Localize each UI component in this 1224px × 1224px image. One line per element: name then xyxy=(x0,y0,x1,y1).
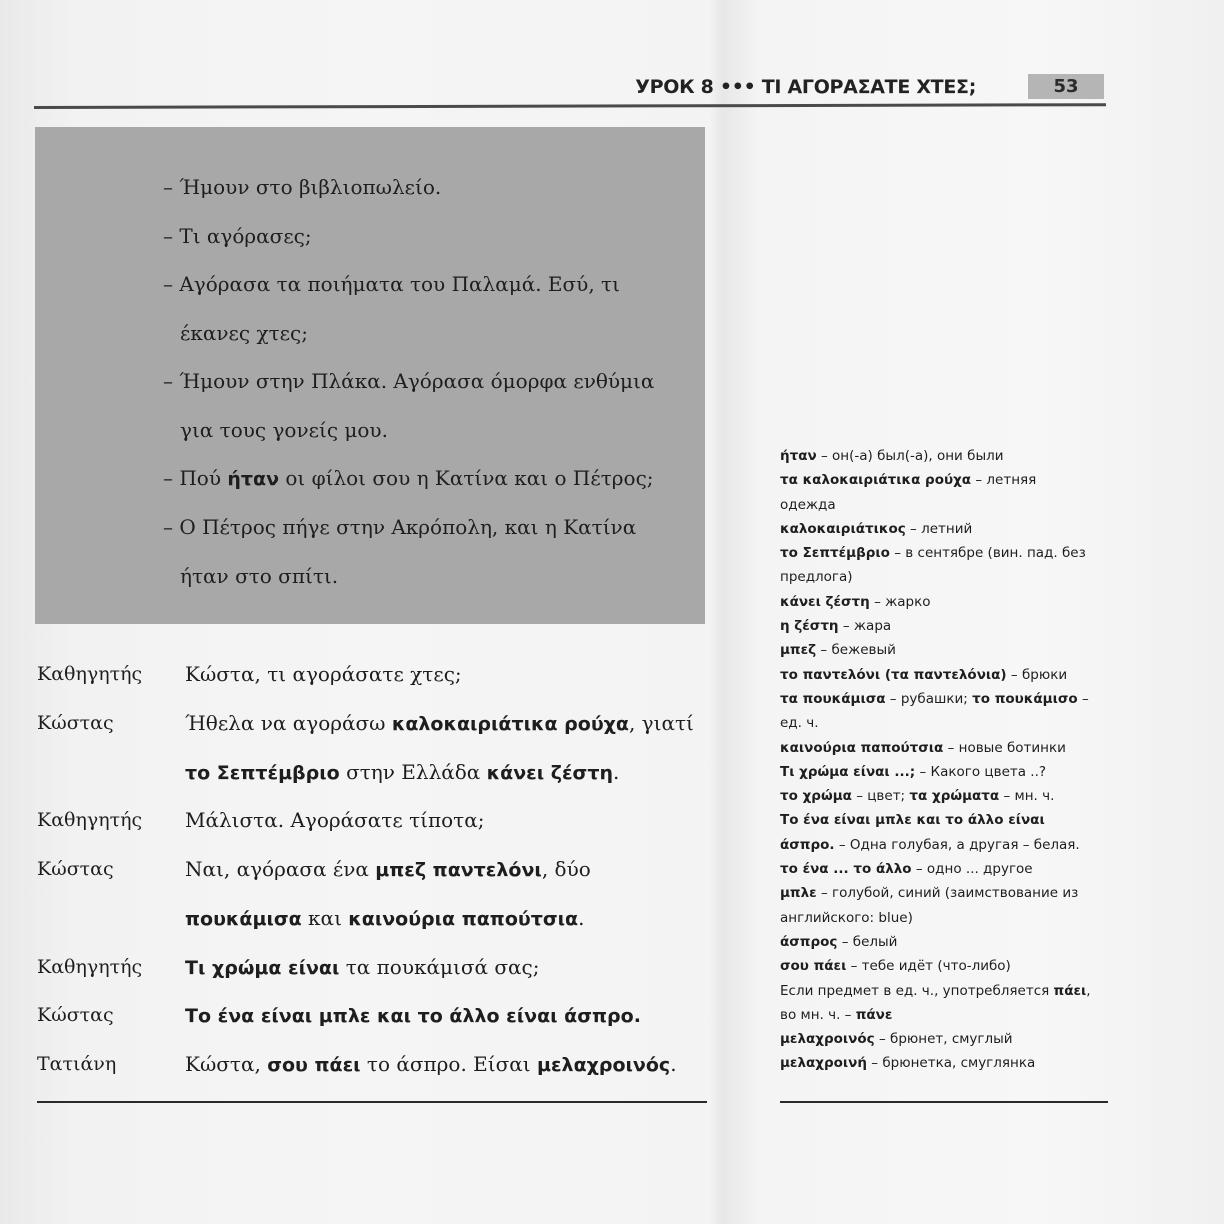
dialogue-text: . xyxy=(613,760,620,784)
box-line xyxy=(163,466,654,490)
vocab-term: Τι χρώμα είναι ...; xyxy=(780,763,916,780)
vocab-entry xyxy=(780,638,1110,662)
box-line: – Ο Πέτρος πήγε στην Ακρόπολη, και η Κατίνα xyxy=(163,515,637,539)
vocab-entry xyxy=(780,808,1110,832)
vocab-term: μελαχροινή xyxy=(780,1055,867,1072)
vocab-term: τα καλοκαιριάτικα ρούχα xyxy=(780,472,972,489)
dialogue-line xyxy=(185,711,694,735)
vocab-translation: – новые ботинки xyxy=(943,739,1066,756)
vocab-entry xyxy=(780,711,1110,735)
dialogue-line xyxy=(185,760,619,784)
vocab-term: πάνε xyxy=(855,1006,893,1023)
lesson-header-title: УРОК 8 ••• ΤΙ ΑΓΟΡΑΣΑΤΕ ΧΤΕΣ; xyxy=(635,76,976,98)
vocab-entry xyxy=(780,541,1110,565)
vocab-entry xyxy=(780,1027,1110,1051)
vocab-translation: во мн. ч. – xyxy=(780,1006,856,1023)
vocab-translation: – рубашки; xyxy=(885,690,973,707)
vocab-entry xyxy=(780,930,1110,954)
vocab-translation: – он(-а) был(-а), они были xyxy=(816,448,1004,464)
vocab-term: καλοκαιριάτικος xyxy=(780,520,906,537)
dialogue-keyword: το Σεπτέμβριο xyxy=(185,762,340,784)
dialogue-keyword: σου πάει xyxy=(267,1054,361,1076)
dialogue-text: στην Ελλάδα xyxy=(339,760,487,784)
dialogue-text: Κώστα, xyxy=(185,1052,268,1076)
dialogue-text: . xyxy=(670,1052,677,1076)
speaker-name: Κώστας xyxy=(37,712,114,734)
dialogue-line xyxy=(185,906,584,930)
dialogue-line xyxy=(185,1003,641,1027)
vocab-term: μελαχροινός xyxy=(780,1031,875,1048)
vocab-entry xyxy=(780,493,1110,517)
vocab-entry xyxy=(780,979,1110,1003)
dialogue-text: Ναι, αγόρασα ένα xyxy=(185,857,376,881)
vocab-translation: – Одна голубая, а другая – белая. xyxy=(834,836,1080,853)
vocab-entry xyxy=(780,687,1110,711)
vocab-translation: – жарко xyxy=(869,593,931,610)
speaker-name: Καθηγητής xyxy=(37,956,143,978)
box-line: – Αγόρασα τα ποιήματα του Παλαμά. Εσύ, τι xyxy=(163,272,620,296)
box-line: έκανες χτες; xyxy=(180,321,308,345)
dialogue-line xyxy=(185,1052,677,1076)
box-line: ήταν στο σπίτι. xyxy=(180,564,339,588)
dialogue-line xyxy=(185,857,591,881)
vocab-translation: – мн. ч. xyxy=(999,788,1055,805)
vocab-translation: – брюки xyxy=(1006,666,1068,683)
vocab-term: πάει xyxy=(1053,982,1087,999)
box-line-part: – Πού xyxy=(163,466,228,490)
vocab-translation: – голубой, синий (заимствование из xyxy=(816,885,1079,902)
dialogue-keyword: Το ένα είναι μπλε και το άλλο είναι άσπρο. xyxy=(185,1005,641,1027)
vocabulary-list xyxy=(780,444,1110,1076)
vocab-term: άσπρο. xyxy=(780,836,835,853)
vocab-term: το χρώμα xyxy=(780,788,852,805)
vocab-entry xyxy=(780,444,1110,468)
vocab-entry xyxy=(780,954,1110,978)
vocab-entry xyxy=(780,736,1110,760)
vocab-translation: – летний xyxy=(905,520,973,537)
box-line: – Τι αγόρασες; xyxy=(163,224,312,248)
vocab-translation: – цвет; xyxy=(851,788,910,805)
dialogue-text: , γιατί xyxy=(628,711,694,735)
dialogue-keyword: κάνει ζέστη xyxy=(486,762,613,784)
speaker-name: Τατιάνη xyxy=(37,1053,117,1075)
vocab-term: τα πουκάμισα xyxy=(780,690,886,707)
vocab-translation: – Какого цвета ..? xyxy=(915,763,1047,780)
bottom-rule-right xyxy=(780,1101,1108,1103)
vocab-entry xyxy=(780,517,1110,541)
dialogue-keyword: Τι χρώμα είναι xyxy=(185,957,340,979)
vocab-term: ήταν xyxy=(780,448,817,464)
vocab-entry xyxy=(780,1003,1110,1027)
box-line: – Ήμουν στο βιβλιοπωλείο. xyxy=(163,175,442,199)
box-line-keyword: ήταν xyxy=(227,468,280,490)
page-number: 53 xyxy=(1028,74,1104,99)
vocab-entry xyxy=(780,881,1110,905)
vocab-term: τα χρώματα xyxy=(909,788,1000,805)
bottom-rule-left xyxy=(37,1101,707,1103)
vocab-term: κάνει ζέστη xyxy=(780,593,870,610)
vocab-entry xyxy=(780,1051,1110,1075)
vocab-translation: одежда xyxy=(780,496,836,513)
vocab-translation: – белый xyxy=(837,933,898,950)
box-line: – Ήμουν στην Πλάκα. Αγόρασα όμορφα ενθύμια xyxy=(163,369,655,393)
vocab-translation: английского: blue) xyxy=(780,909,913,926)
vocab-entry xyxy=(780,906,1110,930)
vocab-entry xyxy=(780,468,1110,492)
vocab-entry xyxy=(780,760,1110,784)
box-line-part: οι φίλοι σου η Κατίνα και ο Πέτρος; xyxy=(279,466,654,490)
dialogue-text: . xyxy=(578,906,585,930)
vocab-term: μπεζ xyxy=(780,642,817,659)
vocab-entry xyxy=(780,857,1110,881)
vocab-translation: – xyxy=(1077,690,1089,707)
vocab-term: σου πάει xyxy=(780,958,847,975)
vocab-term: το πουκάμισο xyxy=(972,690,1078,707)
vocab-entry xyxy=(780,590,1110,614)
speaker-name: Καθηγητής xyxy=(37,663,143,685)
vocab-term: το παντελόνι (τα παντελόνια) xyxy=(780,666,1007,683)
vocab-entry xyxy=(780,663,1110,687)
vocab-translation: – одно ... другое xyxy=(911,861,1033,878)
dialogue-box xyxy=(35,127,705,624)
vocab-entry xyxy=(780,565,1110,589)
dialogue-text: τα πουκάμισά σας; xyxy=(339,955,540,979)
vocab-term: το ένα ... το άλλο xyxy=(780,861,912,878)
vocab-translation: – в сентябре (вин. пад. без xyxy=(889,545,1086,562)
dialogue-text: Μάλιστα. Αγοράσατε τίποτα; xyxy=(185,808,485,832)
dialogue-keyword: καλοκαιριάτικα ρούχα xyxy=(391,713,629,735)
vocab-translation: – брюнет, смуглый xyxy=(874,1031,1013,1048)
dialogue-line xyxy=(185,955,539,979)
vocab-translation: Если предмет в ед. ч., употребляется xyxy=(780,982,1054,999)
header-rule xyxy=(34,103,1106,109)
dialogue-text: το άσπρο. Είσαι xyxy=(360,1052,537,1076)
vocab-translation: , xyxy=(1086,982,1091,999)
vocab-term: το Σεπτέμβριο xyxy=(780,545,890,562)
vocab-term: μπλε xyxy=(780,885,817,902)
dialogue-text: Ήθελα να αγοράσω xyxy=(185,711,392,735)
vocab-term: καινούρια παπούτσια xyxy=(780,739,944,756)
dialogue-keyword: καινούρια παπούτσια xyxy=(348,908,579,930)
vocab-translation: – тебе идёт (что-либо) xyxy=(846,958,1011,975)
dialogue-line xyxy=(185,662,462,686)
vocab-translation: ед. ч. xyxy=(780,715,819,732)
vocab-translation: предлога) xyxy=(780,569,853,586)
vocab-term: Το ένα είναι μπλε και το άλλο είναι xyxy=(780,812,1045,829)
vocab-entry xyxy=(780,833,1110,857)
dialogue-keyword: μελαχροινός xyxy=(536,1054,671,1076)
vocab-term: η ζέστη xyxy=(780,618,839,635)
vocab-entry xyxy=(780,614,1110,638)
vocab-translation: – летняя xyxy=(971,472,1037,489)
box-line: για τους γονείς μου. xyxy=(180,418,388,442)
dialogue-keyword: μπεζ παντελόνι xyxy=(375,859,542,881)
dialogue-text: Κώστα, τι αγοράσατε χτες; xyxy=(185,662,462,686)
dialogue-text: και xyxy=(301,906,349,930)
dialogue-text: , δύο xyxy=(541,857,591,881)
dialogue-keyword: πουκάμισα xyxy=(185,908,302,930)
speaker-name: Κώστας xyxy=(37,1004,114,1026)
vocab-translation: – брюнетка, смуглянка xyxy=(866,1055,1036,1072)
speaker-name: Καθηγητής xyxy=(37,809,143,831)
vocab-translation: – бежевый xyxy=(816,642,896,659)
vocab-entry xyxy=(780,784,1110,808)
vocab-term: άσπρος xyxy=(780,933,838,950)
speaker-name: Κώστας xyxy=(37,858,114,880)
vocab-translation: – жара xyxy=(838,618,892,635)
dialogue-line xyxy=(185,808,484,832)
